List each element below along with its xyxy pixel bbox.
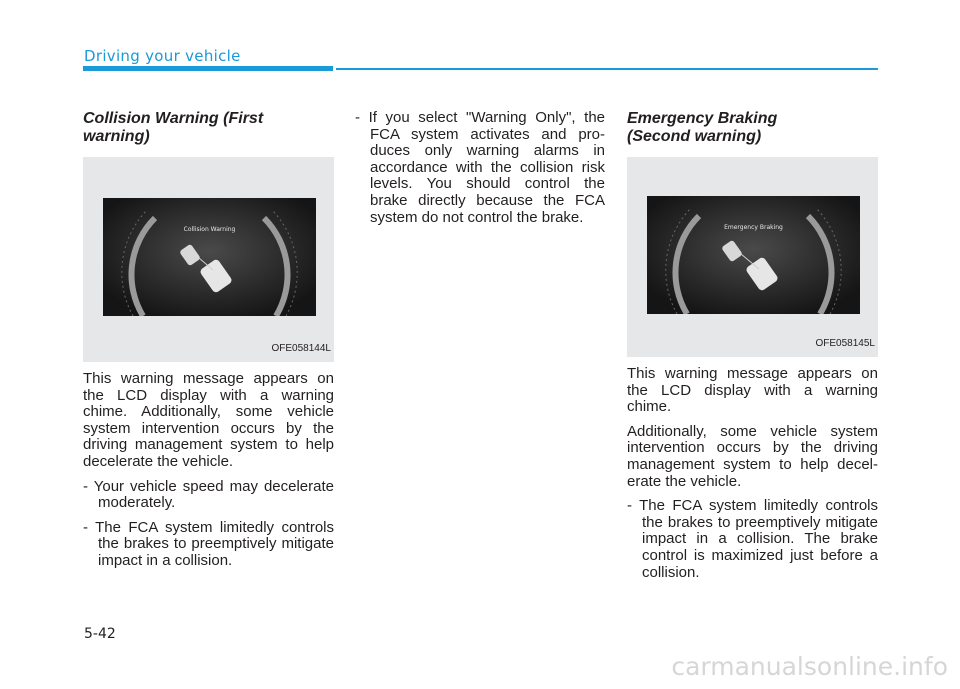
page-number: 5-42 <box>84 626 116 642</box>
cluster-display-image <box>647 196 860 314</box>
left-column <box>83 110 334 578</box>
screen-warning-text: Emergency Braking <box>724 224 783 231</box>
cluster-illustration <box>647 196 860 314</box>
paragraph: This warning message appears on the LCD display with a warning chime. Additionally, some vehicle system intervention occurs by the driving management system to help decelerate the vehicle. <box>83 370 334 470</box>
screen-warning-text: Collision Warning <box>183 226 236 233</box>
bullet-item: - The FCA system limitedly controls the brakes to preemptively mitigate impact in a collision. The brake control is maximized just before a collision. <box>627 497 878 581</box>
section-title: Driving your vehicle <box>84 47 241 65</box>
bullet-item: - If you select "Warning Only", the FCA system activates and pro-duces only warning alarms in accordance with the collision risk levels. You should control the brake directly because the FCA system do not control the brake. <box>355 109 605 226</box>
collision-warning-figure <box>83 157 334 362</box>
emergency-braking-heading <box>627 110 878 146</box>
cluster-display-image <box>103 198 316 316</box>
bullet-item: - The FCA system limitedly controls the brakes to preemptively mitigate impact in a collision. <box>83 518 334 569</box>
figure-code: OFE058145L <box>815 338 875 350</box>
bullet-item: - Your vehicle speed may decelerate moderately. <box>83 477 334 512</box>
right-column <box>627 110 878 589</box>
paragraph: Additionally, some vehicle system intervention occurs by the driving management system to help decel-erate the vehicle. <box>627 422 878 490</box>
watermark: carmanualsonline.info <box>671 652 948 681</box>
middle-column <box>355 110 605 234</box>
emergency-braking-figure <box>627 157 878 357</box>
collision-warning-heading: Collision Warning (First warning) <box>83 110 264 145</box>
heading-line: Emergency Braking <box>627 110 778 127</box>
paragraph: This warning message appears on the LCD display with a warning chime. <box>627 365 878 416</box>
cluster-illustration <box>103 198 316 316</box>
header-rule-thick <box>83 66 333 71</box>
heading-line: (Second warning) <box>627 128 762 145</box>
figure-code: OFE058144L <box>271 343 331 355</box>
header-rule-thin <box>336 68 878 70</box>
